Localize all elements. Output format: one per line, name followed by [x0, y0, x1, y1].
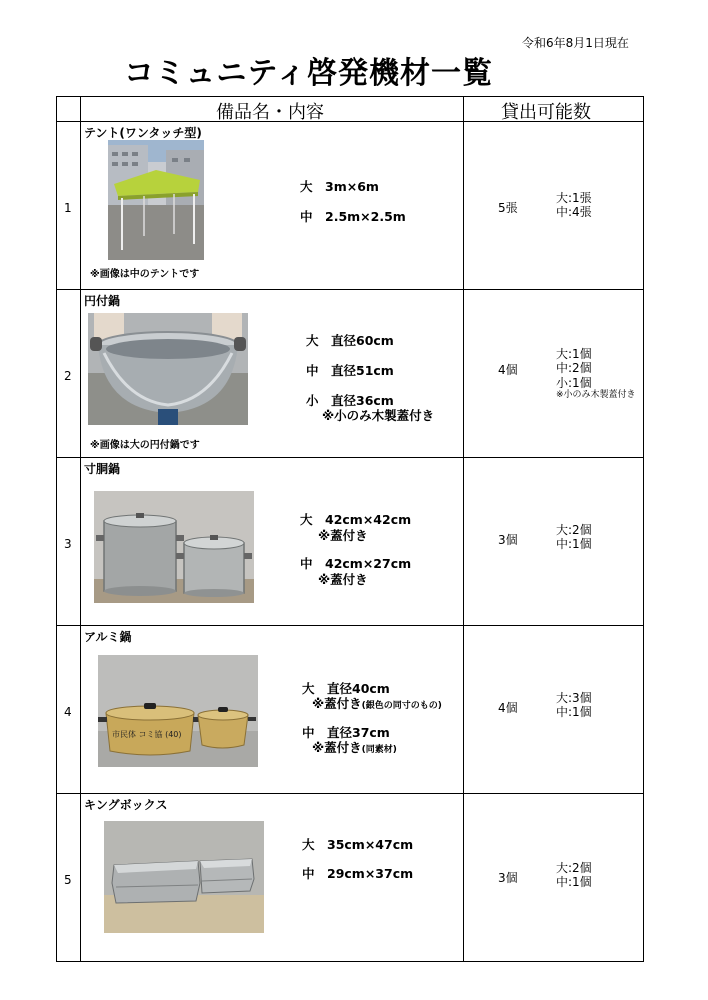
row-number: 3	[64, 537, 72, 551]
item-name: キングボックス	[84, 798, 168, 812]
row-number: 5	[64, 873, 72, 887]
table-row	[56, 625, 644, 793]
item-name: テント(ワンタッチ型)	[84, 126, 202, 140]
king-box-photo	[104, 821, 264, 933]
item-spec-line: 大 35cm×47cm	[302, 837, 414, 852]
item-name: 寸胴鍋	[84, 462, 121, 476]
item-spec-line: 大 直径40cm	[302, 681, 390, 696]
available-total: 4個	[498, 701, 518, 715]
available-breakdown: 大:1張 中:4張	[556, 191, 592, 220]
available-breakdown: 大:1個 中:2個 小:1個 ※小のみ木製蓋付き	[556, 347, 636, 401]
available-total: 4個	[498, 363, 518, 377]
row-number: 1	[64, 201, 72, 215]
photo-note: ※画像は中のテントです	[90, 269, 200, 280]
item-spec-line: 大 直径60cm	[306, 333, 394, 348]
document-title: コミュニティ啓発機材一覧	[124, 56, 493, 91]
item-name: 円付鍋	[84, 294, 121, 308]
available-breakdown: 大:3個 中:1個	[556, 691, 592, 720]
table-row	[56, 793, 644, 961]
item-spec-line: 大 42cm×42cm	[300, 512, 412, 527]
item-spec-line: 大 3m×6m	[300, 179, 379, 194]
pot-handwriting: 市民体 コミ協 (40)	[112, 730, 182, 739]
round-pot-photo	[88, 313, 248, 425]
stock-pot-photo	[94, 491, 254, 603]
table-row	[56, 457, 644, 625]
item-spec-line: 中 29cm×37cm	[302, 866, 414, 881]
aluminum-pot-photo	[98, 655, 258, 767]
item-name: アルミ鍋	[84, 630, 132, 644]
item-spec-line: 中 直径37cm	[302, 725, 390, 740]
table-row	[56, 289, 644, 457]
item-spec-line: ※蓋付き(銀色の同寸のもの)	[312, 696, 442, 711]
available-breakdown: 大:2個 中:1個	[556, 523, 592, 552]
item-spec-line: ※蓋付き	[318, 528, 368, 543]
equipment-table	[56, 96, 644, 962]
table-row	[56, 121, 644, 289]
available-total: 3個	[498, 533, 518, 547]
item-spec-line: 小 直径36cm	[306, 393, 394, 408]
item-spec-line: ※蓋付き(同素材)	[312, 740, 397, 755]
tent-photo	[108, 140, 204, 260]
document-date: 令和6年8月1日現在	[522, 36, 629, 50]
header-name: 備品名・内容	[216, 102, 324, 123]
item-spec-line: 中 42cm×27cm	[300, 556, 412, 571]
available-total: 5張	[498, 201, 518, 215]
available-total: 3個	[498, 871, 518, 885]
item-spec-line: ※小のみ木製蓋付き	[322, 408, 435, 423]
item-spec-line: 中 直径51cm	[306, 363, 394, 378]
photo-note: ※画像は大の円付鍋です	[90, 440, 200, 451]
row-number: 4	[64, 705, 72, 719]
available-breakdown: 大:2個 中:1個	[556, 861, 592, 890]
row-number: 2	[64, 369, 72, 383]
header-count: 貸出可能数	[501, 102, 591, 123]
item-spec-line: 中 2.5m×2.5m	[300, 209, 406, 224]
item-spec-line: ※蓋付き	[318, 572, 368, 587]
